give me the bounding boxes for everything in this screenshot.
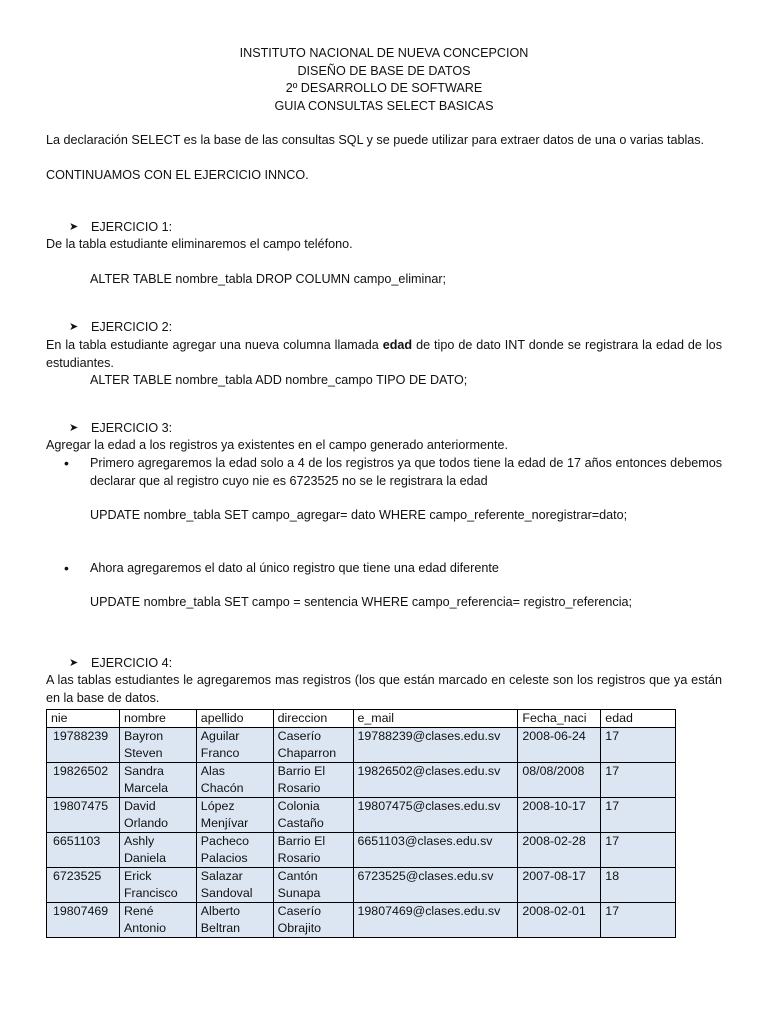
table-cell: 19807469 bbox=[47, 902, 120, 937]
table-cell: 2008-06-24 bbox=[518, 727, 601, 762]
arrow-bullet-icon: ➤ bbox=[69, 656, 79, 669]
table-cell: 17 bbox=[601, 762, 676, 797]
exercise-2-heading bbox=[69, 319, 722, 337]
table-row bbox=[47, 902, 676, 937]
exercise-3-heading bbox=[69, 420, 722, 438]
exercise-2-text-start: En la tabla estudiante agregar una nueva columna llamada bbox=[46, 337, 383, 352]
table-row bbox=[47, 762, 676, 797]
arrow-bullet-icon: ➤ bbox=[69, 220, 79, 233]
table-cell: 19826502 bbox=[47, 762, 120, 797]
table-cell: 18 bbox=[601, 867, 676, 902]
institution-name: INSTITUTO NACIONAL DE NUEVA CONCEPCION bbox=[239, 46, 529, 60]
exercise-2-text-bold: edad bbox=[382, 337, 413, 352]
table-cell: 08/08/2008 bbox=[518, 762, 601, 797]
table-cell: Alas Chacón bbox=[196, 762, 273, 797]
bullet-dot-icon: • bbox=[64, 454, 69, 471]
table-cell: 6723525 bbox=[47, 867, 120, 902]
table-cell: David Orlando bbox=[119, 797, 196, 832]
table-cell: 19807475 bbox=[47, 797, 120, 832]
exercise-2-text bbox=[46, 337, 722, 372]
column-header: edad bbox=[601, 709, 676, 727]
intro-paragraph: La declaración SELECT es la base de las consultas SQL y se puede utilizar para extraer datos de una o varias tablas. bbox=[46, 133, 705, 148]
table-cell: 6723525@clases.edu.sv bbox=[353, 867, 518, 902]
exercise-1-heading bbox=[69, 219, 722, 237]
column-header: apellido bbox=[196, 709, 273, 727]
table-cell: Colonia Castaño bbox=[273, 797, 353, 832]
table-row bbox=[47, 797, 676, 832]
exercise-4-heading bbox=[69, 655, 722, 673]
table-cell: 19807469@clases.edu.sv bbox=[353, 902, 518, 937]
exercise-1-code: ALTER TABLE nombre_tabla DROP COLUMN campo_eliminar; bbox=[90, 271, 447, 286]
table-cell: 19826502@clases.edu.sv bbox=[353, 762, 518, 797]
table-cell: Barrio El Rosario bbox=[273, 762, 353, 797]
exercise-4-title: EJERCICIO 4: bbox=[91, 655, 173, 670]
table-cell: 6651103 bbox=[47, 832, 120, 867]
table-cell: 17 bbox=[601, 832, 676, 867]
students-table bbox=[46, 709, 676, 938]
exercise-4-text: A las tablas estudiantes le agregaremos mas registros (los que están marcado en celeste son los registros que ya están en la base de datos. bbox=[46, 673, 722, 706]
column-header: nombre bbox=[119, 709, 196, 727]
table-cell: Ashly Daniela bbox=[119, 832, 196, 867]
table-cell: Caserío Chaparron bbox=[273, 727, 353, 762]
table-row bbox=[47, 867, 676, 902]
table-row bbox=[47, 832, 676, 867]
exercise-1-title: EJERCICIO 1: bbox=[91, 219, 173, 234]
table-row bbox=[47, 727, 676, 762]
arrow-bullet-icon: ➤ bbox=[69, 421, 79, 434]
document-page bbox=[46, 45, 722, 938]
table-cell: López Menjívar bbox=[196, 797, 273, 832]
table-cell: Alberto Beltran bbox=[196, 902, 273, 937]
table-cell: Bayron Steven bbox=[119, 727, 196, 762]
arrow-bullet-icon: ➤ bbox=[69, 321, 79, 334]
exercise-2-code: ALTER TABLE nombre_tabla ADD nombre_campo TIPO DE DATO; bbox=[90, 373, 468, 388]
exercise-1-text: De la tabla estudiante eliminaremos el campo teléfono. bbox=[46, 237, 353, 252]
exercise-3-bullet-1 bbox=[64, 455, 722, 490]
table-cell: 2008-10-17 bbox=[518, 797, 601, 832]
exercise-3-bullet-1-text: Primero agregaremos la edad solo a 4 de los registros ya que todos tiene la edad de 17 años entonces debemos declarar que al registro cuyo nie es 6723525 no se le registrara la edad bbox=[90, 455, 722, 488]
table-cell: René Antonio bbox=[119, 902, 196, 937]
exercise-3-bullet-2 bbox=[64, 560, 722, 578]
table-cell: 17 bbox=[601, 902, 676, 937]
table-cell: Erick Francisco bbox=[119, 867, 196, 902]
exercise-3-code-1: UPDATE nombre_tabla SET campo_agregar= dato WHERE campo_referente_noregistrar=dato; bbox=[90, 508, 628, 523]
table-cell: 17 bbox=[601, 797, 676, 832]
program-name: 2º DESARROLLO DE SOFTWARE bbox=[285, 81, 483, 96]
column-header: Fecha_naci bbox=[518, 709, 601, 727]
table-cell: 2007-08-17 bbox=[518, 867, 601, 902]
exercise-2-text-end: de tipo de dato INT donde se registrara la edad de los estudiantes. bbox=[46, 337, 722, 370]
bullet-dot-icon: • bbox=[64, 559, 69, 576]
exercise-3-bullet-2-text: Ahora agregaremos el dato al único registro que tiene una edad diferente bbox=[90, 560, 499, 575]
guide-title: GUIA CONSULTAS SELECT BASICAS bbox=[274, 98, 494, 113]
exercise-3-code-2: UPDATE nombre_tabla SET campo = sentencia WHERE campo_referencia= registro_referencia; bbox=[90, 595, 633, 610]
exercise-2-title: EJERCICIO 2: bbox=[91, 320, 173, 335]
document-header bbox=[46, 45, 722, 115]
table-cell: 2008-02-01 bbox=[518, 902, 601, 937]
table-cell: 17 bbox=[601, 727, 676, 762]
table-header-row bbox=[47, 709, 676, 727]
table-cell: Barrio El Rosario bbox=[273, 832, 353, 867]
table-cell: Cantón Sunapa bbox=[273, 867, 353, 902]
table-cell: Aguilar Franco bbox=[196, 727, 273, 762]
course-name: DISEÑO DE BASE DE DATOS bbox=[297, 63, 471, 78]
table-cell: Pacheco Palacios bbox=[196, 832, 273, 867]
table-cell: 19807475@clases.edu.sv bbox=[353, 797, 518, 832]
table-cell: Caserío Obrajito bbox=[273, 902, 353, 937]
table-cell: 2008-02-28 bbox=[518, 832, 601, 867]
column-header: nie bbox=[47, 709, 120, 727]
exercise-3-title: EJERCICIO 3: bbox=[91, 420, 173, 435]
table-cell: 19788239@clases.edu.sv bbox=[353, 727, 518, 762]
table-cell: 19788239 bbox=[47, 727, 120, 762]
continue-paragraph: CONTINUAMOS CON EL EJERCICIO INNCO. bbox=[46, 167, 309, 182]
column-header: e_mail bbox=[353, 709, 518, 727]
table-cell: 6651103@clases.edu.sv bbox=[353, 832, 518, 867]
exercise-3-text: Agregar la edad a los registros ya existentes en el campo generado anteriormente. bbox=[46, 438, 509, 453]
table-cell: Salazar Sandoval bbox=[196, 867, 273, 902]
table-cell: Sandra Marcela bbox=[119, 762, 196, 797]
column-header: direccion bbox=[273, 709, 353, 727]
